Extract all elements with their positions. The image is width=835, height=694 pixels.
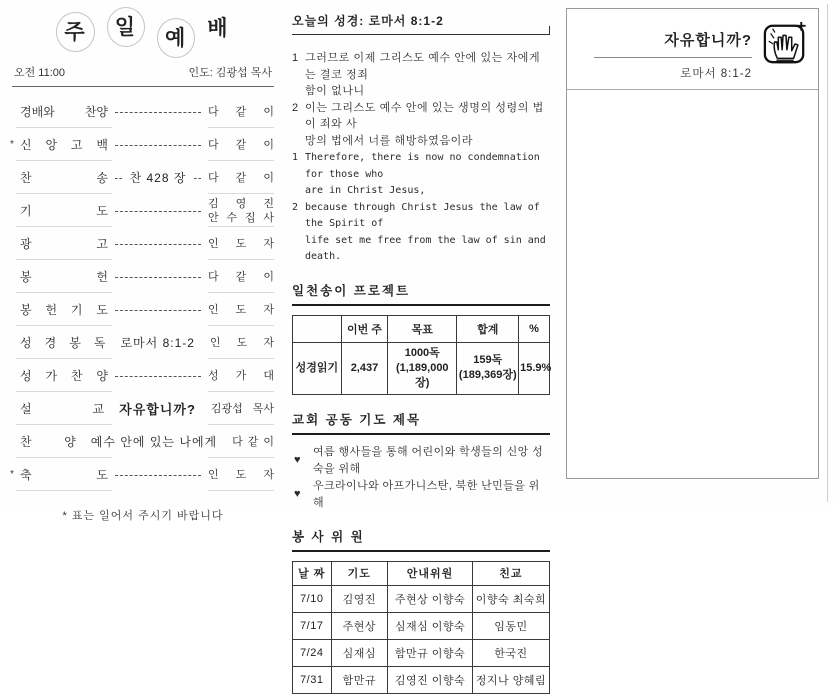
table-row bbox=[293, 666, 550, 693]
order-item-label: 성 가 찬 양 bbox=[20, 369, 108, 383]
assignee-line: 다 같 이 bbox=[208, 171, 274, 184]
table-cell: 7/24 bbox=[293, 639, 332, 666]
table-cell: 이향숙 최숙희 bbox=[472, 585, 549, 612]
table-cell: 한국진 bbox=[472, 639, 549, 666]
english-verse bbox=[292, 150, 550, 200]
order-item-assignee bbox=[211, 402, 274, 416]
title-char: 일 bbox=[107, 7, 145, 47]
dash-line bbox=[115, 244, 201, 245]
order-item-assignee bbox=[210, 336, 274, 350]
dash-line bbox=[115, 211, 201, 212]
standing-marker: * bbox=[10, 139, 14, 150]
order-row bbox=[12, 425, 274, 458]
table-cell: 김영진 bbox=[331, 585, 388, 612]
table-cell: 성경읽기 bbox=[293, 342, 342, 394]
english-verse bbox=[292, 200, 550, 266]
order-row bbox=[12, 392, 274, 425]
scripture-english bbox=[292, 150, 550, 266]
sermon-title: 자유합니까? bbox=[664, 32, 752, 49]
title-rule bbox=[594, 57, 752, 58]
order-row bbox=[12, 227, 274, 260]
order-item-label: 신 앙 고 백 bbox=[20, 138, 108, 152]
assignee-line: 인 도 자 bbox=[209, 336, 274, 349]
assignee-line: 인 도 자 bbox=[208, 468, 274, 481]
order-row bbox=[12, 128, 274, 161]
order-row bbox=[12, 161, 274, 194]
order-row bbox=[12, 260, 274, 293]
praising-hand-with-cross-icon bbox=[762, 21, 808, 66]
order-item-middle bbox=[115, 169, 201, 186]
order-row bbox=[12, 194, 274, 227]
project-table bbox=[292, 315, 550, 395]
assignee-line: 인 도 자 bbox=[208, 303, 274, 316]
order-item-assignee bbox=[208, 105, 274, 119]
verse-line: 함이 없나니 bbox=[305, 85, 365, 97]
table-header-cell: % bbox=[519, 315, 550, 342]
order-item-assignee bbox=[208, 197, 274, 225]
volunteer-table bbox=[292, 561, 550, 694]
order-item-assignee bbox=[208, 468, 274, 482]
order-item-assignee bbox=[208, 171, 274, 185]
dash-line bbox=[115, 277, 201, 278]
order-item-assignee bbox=[232, 435, 274, 449]
assignee-line: 김광섭 목사 bbox=[210, 402, 274, 415]
scan-edge-line bbox=[827, 4, 828, 502]
prayer-topic-text: 여름 행사들을 통해 어린이와 학생들의 신앙 성숙을 위해 bbox=[312, 445, 544, 475]
verse-line: Therefore, there is now no condemnation for those who bbox=[305, 152, 540, 180]
assignee-line: 다 같 이 bbox=[208, 138, 274, 151]
service-time: 오전 11:00 bbox=[14, 67, 66, 79]
order-item-middle bbox=[115, 104, 201, 120]
order-item-middle bbox=[115, 368, 201, 384]
scripture-header: 오늘의 성경: 로마서 8:1-2 bbox=[292, 12, 550, 35]
table-cell: 7/10 bbox=[293, 585, 332, 612]
sermon-scripture-ref: 로마서 8:1-2 bbox=[680, 68, 752, 80]
prayer-topic bbox=[292, 444, 550, 478]
table-cell: 심재심 이향숙 bbox=[388, 612, 473, 639]
volunteer-section-title: 봉 사 위 원 bbox=[292, 527, 550, 552]
order-item-assignee bbox=[208, 237, 274, 251]
verse-number: 1 bbox=[292, 152, 299, 163]
title-char: 주 bbox=[56, 12, 94, 52]
scripture-korean bbox=[292, 50, 550, 149]
order-item-assignee bbox=[208, 138, 274, 152]
table-header-cell: 이번 주 bbox=[341, 315, 387, 342]
table-cell: 주현상 bbox=[331, 612, 388, 639]
verse-line: 망의 법에서 너를 해방하였음이라 bbox=[305, 134, 474, 147]
dash-line bbox=[115, 475, 201, 476]
order-item-detail: 찬 428 장 bbox=[129, 171, 187, 185]
worship-order-panel bbox=[12, 6, 274, 523]
dash-line bbox=[115, 112, 201, 113]
verse-lines bbox=[305, 100, 550, 150]
verse-number: 1 bbox=[292, 52, 299, 64]
order-item-label: 봉 헌 기 도 bbox=[20, 303, 108, 317]
assignee-line: 다 같 이 bbox=[232, 435, 274, 448]
table-header-cell: 날 짜 bbox=[293, 561, 332, 585]
order-item-assignee bbox=[208, 369, 274, 383]
table-header-cell: 합계 bbox=[457, 315, 519, 342]
table-header-cell bbox=[293, 315, 342, 342]
order-item-assignee bbox=[208, 270, 274, 284]
table-row bbox=[293, 585, 550, 612]
table-cell: 김영진 이향숙 bbox=[388, 666, 473, 693]
table-header-cell: 안내위원 bbox=[388, 561, 473, 585]
verse-lines bbox=[305, 50, 550, 100]
table-cell: 159독 (189,369장) bbox=[457, 342, 519, 394]
table-header-cell: 목표 bbox=[388, 315, 457, 342]
title-char: 예 bbox=[157, 18, 195, 58]
order-item-label: 광 고 bbox=[20, 237, 108, 251]
service-meta bbox=[12, 64, 274, 87]
verse-lines bbox=[305, 150, 550, 200]
order-item-middle bbox=[112, 334, 202, 351]
table-cell: 함만규 bbox=[331, 666, 388, 693]
order-item-label: 찬 송 bbox=[20, 171, 108, 185]
order-item-label: 설 교 bbox=[20, 402, 105, 416]
dash-line bbox=[194, 178, 201, 179]
order-item-middle bbox=[115, 137, 201, 153]
assignee-line: 인 도 자 bbox=[208, 237, 274, 250]
order-row bbox=[12, 326, 274, 359]
order-item-middle bbox=[115, 467, 201, 483]
table-cell: 1000독 (1,189,000장) bbox=[388, 342, 457, 394]
verse-line: 그러므로 이제 그리스도 예수 안에 있는 자에게는 결코 정죄 bbox=[305, 52, 541, 81]
order-item-detail: 예수 안에 있는 나에게 bbox=[90, 435, 218, 449]
order-item-assignee bbox=[208, 303, 274, 317]
project-section-title: 일천송이 프로젝트 bbox=[292, 281, 550, 306]
dash-line bbox=[115, 376, 201, 377]
sermon-note-panel bbox=[566, 8, 819, 479]
order-item-label: 찬 양 bbox=[20, 435, 76, 449]
page-title bbox=[12, 10, 274, 50]
verse-line: are in Christ Jesus, bbox=[305, 185, 426, 196]
order-item-label: 기 도 bbox=[20, 204, 108, 218]
sermon-note-titles bbox=[594, 29, 752, 81]
order-item-label: 경배와 찬양 bbox=[20, 105, 108, 119]
dash-line bbox=[115, 178, 122, 179]
order-item-detail: 자유합니까? bbox=[119, 402, 196, 417]
standing-marker: * bbox=[10, 469, 14, 480]
heart-bullet: ♥ bbox=[294, 454, 301, 466]
order-item-label: 성 경 봉 독 bbox=[20, 336, 106, 350]
order-item-detail: 로마서 8:1-2 bbox=[120, 336, 195, 350]
order-item-middle bbox=[115, 302, 201, 318]
table-cell: 임동민 bbox=[472, 612, 549, 639]
table-row bbox=[293, 639, 550, 666]
korean-verse bbox=[292, 50, 550, 100]
order-row bbox=[12, 293, 274, 326]
order-item-middle bbox=[83, 433, 225, 450]
table-cell: 15.9% bbox=[519, 342, 550, 394]
table-cell: 7/17 bbox=[293, 612, 332, 639]
standing-note: * 표는 일어서 주시기 바랍니다 bbox=[62, 510, 224, 522]
verse-lines bbox=[305, 200, 550, 266]
order-row bbox=[12, 95, 274, 128]
verse-line: because through Christ Jesus the law of the Spirit of bbox=[305, 201, 540, 229]
info-panel bbox=[292, 12, 550, 694]
heart-bullet: ♥ bbox=[294, 488, 301, 500]
table-cell: 정지나 양혜림 bbox=[472, 666, 549, 693]
order-item-middle bbox=[115, 203, 201, 219]
order-item-label: 봉 헌 bbox=[20, 270, 108, 284]
verse-line: life set me free from the law of sin and death. bbox=[305, 234, 546, 262]
table-header-row bbox=[293, 561, 550, 585]
table-cell: 7/31 bbox=[293, 666, 332, 693]
prayer-topic bbox=[292, 478, 550, 512]
order-row bbox=[12, 359, 274, 392]
table-cell: 주현상 이향숙 bbox=[388, 585, 473, 612]
order-item-middle bbox=[115, 269, 201, 285]
korean-verse bbox=[292, 100, 550, 150]
verse-number: 2 bbox=[292, 201, 299, 213]
dash-line bbox=[115, 310, 201, 311]
table-header-cell: 기도 bbox=[331, 561, 388, 585]
verse-line: 이는 그리스도 예수 안에 있는 생명의 성령의 법이 죄와 사 bbox=[305, 101, 544, 130]
assignee-line: 성 가 대 bbox=[208, 369, 274, 382]
assignee-line: 김 영 진 bbox=[208, 197, 274, 210]
worship-order-list bbox=[12, 95, 274, 491]
order-row bbox=[12, 458, 274, 491]
sermon-note-header bbox=[567, 9, 818, 90]
table-cell: 심재심 bbox=[331, 639, 388, 666]
dash-line bbox=[115, 145, 201, 146]
order-item-middle bbox=[111, 399, 204, 418]
table-cell: 함만규 이향숙 bbox=[388, 639, 473, 666]
prayer-topic-text: 우크라이나와 아프가니스탄, 북한 난민들을 위해 bbox=[312, 479, 540, 509]
prayer-section-title: 교회 공동 기도 제목 bbox=[292, 410, 550, 435]
table-row bbox=[293, 342, 550, 394]
order-item-label: 축 도 bbox=[20, 468, 108, 482]
assignee-line: 다 같 이 bbox=[208, 270, 274, 283]
title-char: 배 bbox=[207, 17, 230, 40]
table-cell: 2,437 bbox=[341, 342, 387, 394]
prayer-topic-list bbox=[292, 444, 550, 512]
table-header-cell: 친교 bbox=[472, 561, 549, 585]
verse-number: 2 bbox=[292, 101, 299, 114]
table-header-row bbox=[293, 315, 550, 342]
assignee-line: 안 수 집 사 bbox=[208, 211, 274, 224]
service-leader: 인도: 김광섭 목사 bbox=[188, 67, 272, 79]
assignee-line: 다 같 이 bbox=[208, 105, 274, 118]
order-item-middle bbox=[115, 236, 201, 252]
table-row bbox=[293, 612, 550, 639]
note-space bbox=[567, 90, 818, 470]
